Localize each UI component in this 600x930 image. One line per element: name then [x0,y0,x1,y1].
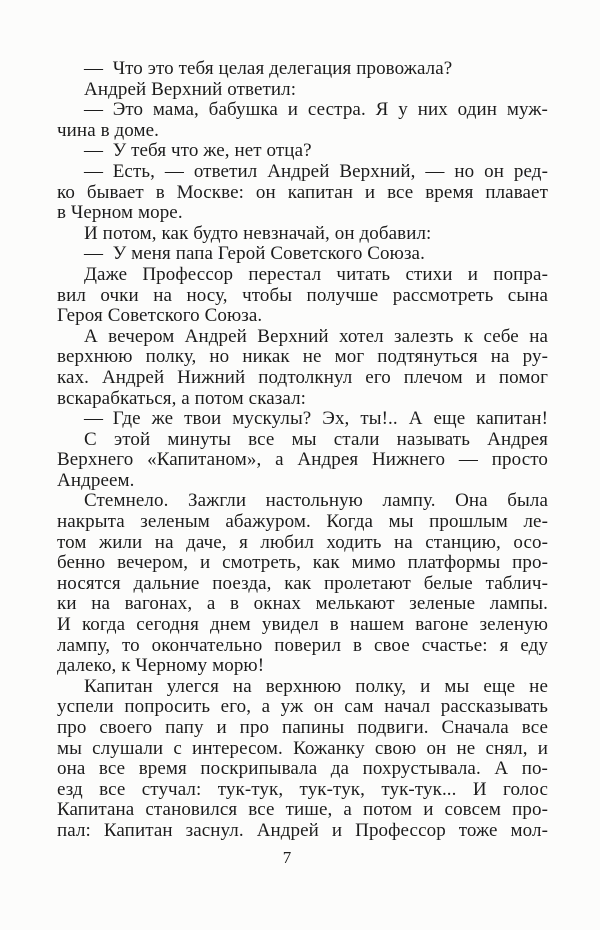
text-line: — Где же твои мускулы? Эх, ты!.. А еще капитан! [84,408,548,430]
text-line: в Черном море. [57,202,183,224]
text-line: Андреем. [57,469,135,491]
text-line: Стемнело. Зажгли настольную лампу. Она была [84,490,548,512]
text-line: успели попросить его, а уж он сам начал рассказывать [57,696,548,718]
text-line: Даже Профессор перестал читать стихи и попра- [84,263,548,285]
text-line: бенно вечером, и смотреть, как мимо платформы про- [57,552,548,574]
text-line: том жили на даче, я любил ходить на станцию, осо- [57,531,548,553]
text-line: вскарабкаться, а потом сказал: [57,387,307,409]
page-text-block [57,59,548,842]
text-line: Андрей Верхний ответил: [84,78,297,100]
text-line: — Есть, — ответил Андрей Верхний, — но он ред- [84,160,548,182]
text-line: носятся дальние поезда, как пролетают белые таблич- [57,572,548,594]
text-line: вил очки на носу, чтобы получше рассмотреть сына [57,284,548,306]
text-line: пал: Капитан заснул. Андрей и Профессор тоже мол- [57,819,548,841]
text-line: она все время поскрипывала да похрустывала. А по- [57,758,548,780]
text-line: Капитана становился все тише, а потом и совсем про- [57,799,548,821]
text-line: далеко, к Черному морю! [57,655,265,677]
text-line: А вечером Андрей Верхний хотел залезть к себе на [84,325,548,347]
text-line: накрыта зеленым абажуром. Когда мы прошлым ле- [57,511,548,533]
text-line: езд все стучал: тук-тук, тук-тук, тук-тук... И голос [57,778,548,800]
text-line: про своего папу и про папины подвиги. Сначала все [57,717,548,738]
text-line: мы слушали с интересом. Кожанку свою он не снял, и [57,737,548,759]
text-line: И потом, как будто невзначай, он добавил: [84,222,432,244]
text-line: ках. Андрей Нижний подтолкнул его плечом и помог [57,366,548,388]
text-line: — У меня папа Герой Советского Союза. [84,243,425,265]
text-line: Героя Советского Союза. [57,305,263,327]
text-line: лампу, то окончательно поверил в свое счастье: я еду [57,634,548,656]
text-line: Капитан улегся на верхнюю полку, и мы еще не [84,675,548,697]
page-number: 7 [282,848,292,867]
text-line: И когда сегодня днем увидел в нашем вагоне зеленую [57,614,548,636]
text-line: — Что это тебя целая делегация провожала? [84,58,453,79]
text-line: ко бывает в Москве: он капитан и все время плавает [57,181,548,203]
text-line: — У тебя что же, нет отца? [84,140,312,162]
text-line: верхнюю полку, но никак не мог подтянуться на ру- [57,346,548,368]
text-line: ки на вагонах, а в окнах мелькают зеленые лампы. [57,593,548,615]
text-line: — Это мама, бабушка и сестра. Я у них один муж- [84,99,548,121]
text-line: чина в доме. [57,119,160,141]
text-line: Верхнего «Капитаном», а Андрея Нижнего — просто [57,449,548,471]
text-line: С этой минуты все мы стали называть Андрея [84,428,548,450]
